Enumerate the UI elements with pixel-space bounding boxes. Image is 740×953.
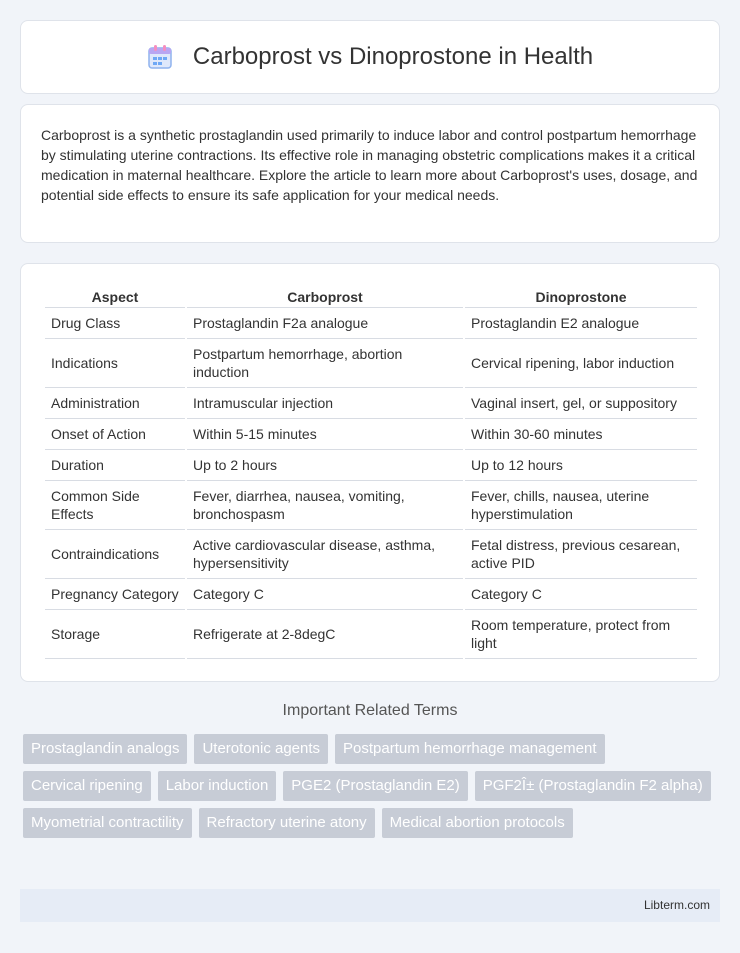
table-cell: Vaginal insert, gel, or suppository — [465, 388, 697, 419]
table-row — [45, 530, 697, 579]
table-cell: Category C — [465, 579, 697, 610]
table-cell: Fever, diarrhea, nausea, vomiting, bronchospasm — [187, 481, 463, 530]
table-cell: Category C — [187, 579, 463, 610]
table-cell: Fever, chills, nausea, uterine hyperstimulation — [465, 481, 697, 530]
header-dinoprostone: Dinoprostone — [465, 284, 697, 308]
related-terms-list — [23, 734, 723, 838]
table-row — [45, 308, 697, 339]
table-row — [45, 481, 697, 530]
table-cell: Common Side Effects — [45, 481, 185, 530]
table-row — [45, 579, 697, 610]
table-row — [45, 339, 697, 388]
table-cell: Up to 12 hours — [465, 450, 697, 481]
header-card — [20, 20, 720, 94]
page-title: Carboprost vs Dinoprostone in Health — [192, 43, 594, 70]
table-cell: Pregnancy Category — [45, 579, 185, 610]
table-cell: Indications — [45, 339, 185, 388]
term-tag[interactable]: PGE2 (Prostaglandin E2) — [283, 771, 467, 801]
table-cell: Contraindications — [45, 530, 185, 579]
term-tag[interactable]: Medical abortion protocols — [382, 808, 573, 838]
table-cell: Room temperature, protect from light — [465, 610, 697, 659]
table-cell: Cervical ripening, labor induction — [465, 339, 697, 388]
table-row — [45, 450, 697, 481]
term-tag[interactable]: Myometrial contractility — [23, 808, 192, 838]
table-cell: Duration — [45, 450, 185, 481]
header-aspect: Aspect — [45, 284, 185, 308]
table-cell: Onset of Action — [45, 419, 185, 450]
related-terms-title: Important Related Terms — [282, 702, 458, 719]
table-header-row — [45, 284, 697, 308]
table-cell: Storage — [45, 610, 185, 659]
table-row — [45, 610, 697, 659]
table-cell: Up to 2 hours — [187, 450, 463, 481]
table-cell: Postpartum hemorrhage, abortion induction — [187, 339, 463, 388]
table-cell: Drug Class — [45, 308, 185, 339]
footer — [20, 889, 720, 922]
table-cell: Prostaglandin F2a analogue — [187, 308, 463, 339]
term-tag[interactable]: Refractory uterine atony — [199, 808, 375, 838]
header-carboprost: Carboprost — [187, 284, 463, 308]
table-row — [45, 419, 697, 450]
table-cell: Intramuscular injection — [187, 388, 463, 419]
table-cell: Administration — [45, 388, 185, 419]
calendar-icon — [147, 44, 173, 70]
comparison-table-card — [20, 263, 720, 682]
table-cell: Within 30-60 minutes — [465, 419, 697, 450]
table-cell: Active cardiovascular disease, asthma, hypersensitivity — [187, 530, 463, 579]
term-tag[interactable]: Postpartum hemorrhage management — [335, 734, 604, 764]
table-cell: Prostaglandin E2 analogue — [465, 308, 697, 339]
table-cell: Refrigerate at 2-8degC — [187, 610, 463, 659]
comparison-table — [43, 284, 699, 659]
table-cell: Fetal distress, previous cesarean, active PID — [465, 530, 697, 579]
term-tag[interactable]: Labor induction — [158, 771, 277, 801]
table-cell: Within 5-15 minutes — [187, 419, 463, 450]
footer-link[interactable]: Libterm.com — [643, 898, 710, 912]
table-row — [45, 388, 697, 419]
term-tag[interactable]: Cervical ripening — [23, 771, 151, 801]
intro-text: Carboprost is a synthetic prostaglandin used primarily to induce labor and control postpartum hemorrhage by stimulating uterine contractions. Its effective role in managing obstetric complications makes it a critical medication in maternal healthcare. Explore the article to learn more about Carboprost's uses, dosage, and potential side effects to ensure its safe application for your medical needs. — [41, 127, 698, 203]
term-tag[interactable]: PGF2Î± (Prostaglandin F2 alpha) — [475, 771, 711, 801]
term-tag[interactable]: Prostaglandin analogs — [23, 734, 187, 764]
intro-card — [20, 104, 720, 243]
term-tag[interactable]: Uterotonic agents — [194, 734, 328, 764]
